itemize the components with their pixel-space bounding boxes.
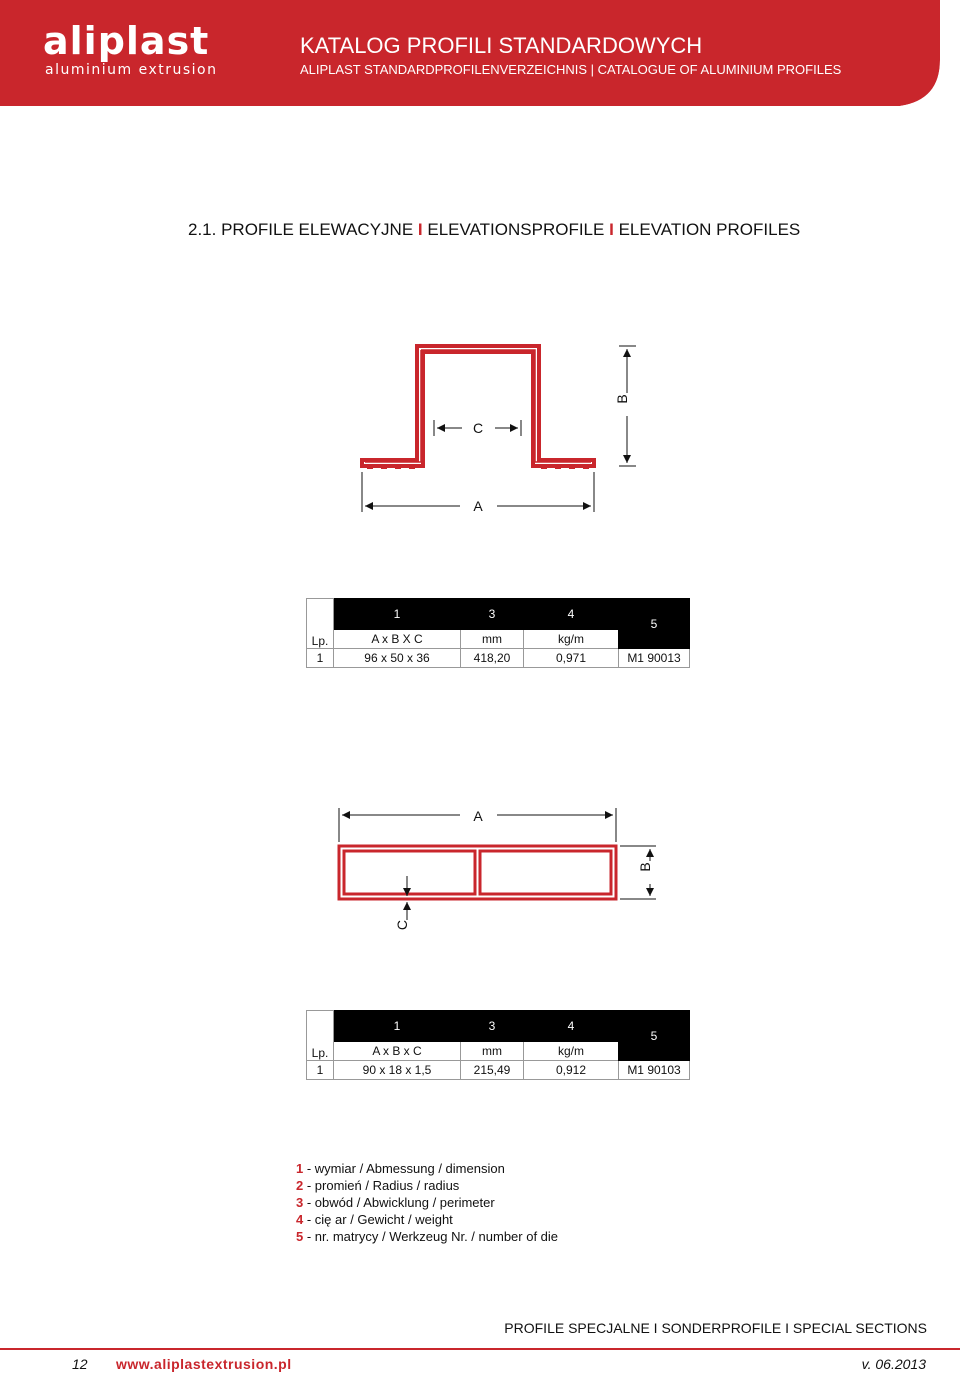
table-unit-dims: A x B x C [334, 1042, 461, 1061]
table-cell-die: M1 90103 [619, 1061, 690, 1080]
table-cell-perimeter: 418,20 [461, 649, 524, 668]
table-unit-dims: A x B X C [334, 630, 461, 649]
section-title-en: ELEVATION PROFILES [618, 220, 801, 239]
dimension-c-label: C [394, 919, 410, 931]
brand-logo-tagline: aluminium extrusion [45, 62, 218, 78]
table-header-5: 5 [619, 1011, 690, 1061]
double-box-profile-shape [339, 846, 616, 899]
footer-section-name: PROFILE SPECJALNE I SONDERPROFILE I SPECIAL SECTIONS [504, 1320, 927, 1336]
section-title-pl: 2.1. PROFILE ELEWACYJNE [188, 220, 414, 239]
legend-item: 3 - obwód / Abwicklung / perimeter [296, 1195, 495, 1210]
catalog-version: v. 06.2013 [861, 1356, 926, 1372]
table-header-4: 4 [524, 599, 619, 630]
dimension-b-label: B [614, 394, 630, 404]
dimension-a-label: A [473, 498, 483, 514]
table-header-4: 4 [524, 1011, 619, 1042]
title-separator: I [417, 220, 423, 239]
dimension-c-label: C [472, 420, 484, 436]
dimension-b-label: B [637, 862, 653, 872]
table-cell-lp: 1 [307, 1061, 334, 1080]
table-cell-lp: 1 [307, 649, 334, 668]
dimension-a-label: A [473, 808, 483, 824]
website-link[interactable]: www.aliplastextrusion.pl [116, 1356, 292, 1372]
table-cell-die: M1 90013 [619, 649, 690, 668]
legend-item: 1 - wymiar / Abmessung / dimension [296, 1161, 505, 1176]
legend-item: 2 - promień / Radius / radius [296, 1178, 460, 1193]
page-number: 12 [72, 1356, 88, 1372]
catalog-subtitle: ALIPLAST STANDARDPROFILENVERZEICHNIS | CATALOGUE OF ALUMINIUM PROFILES [300, 62, 842, 77]
legend-item: 5 - nr. matrycy / Werkzeug Nr. / number of die [296, 1229, 559, 1244]
table-cell-dims: 96 x 50 x 36 [334, 649, 461, 668]
table-unit-perimeter: mm [461, 630, 524, 649]
table-cell-perimeter: 215,49 [461, 1061, 524, 1080]
footer-divider [0, 1348, 960, 1350]
column-legend [296, 1160, 558, 1245]
table-row [307, 1061, 690, 1080]
section-title-de: ELEVATIONSPROFILE [427, 220, 605, 239]
table-header-5: 5 [619, 599, 690, 649]
table-header-1: 1 [334, 599, 461, 630]
table-unit-perimeter: mm [461, 1042, 524, 1061]
table-unit-weight: kg/m [524, 630, 619, 649]
table-header-lp: Lp. [307, 1011, 334, 1061]
title-separator: I [609, 220, 614, 239]
profile-2-spec-table [306, 1010, 690, 1080]
table-header-3: 3 [461, 599, 524, 630]
table-cell-weight: 0,912 [524, 1061, 619, 1080]
table-cell-weight: 0,971 [524, 649, 619, 668]
catalog-title: KATALOG PROFILI STANDARDOWYCH [300, 33, 703, 58]
table-cell-dims: 90 x 18 x 1,5 [334, 1061, 461, 1080]
table-header-1: 1 [334, 1011, 461, 1042]
legend-item: 4 - cię ar / Gewicht / weight [296, 1212, 453, 1227]
brand-logo: aliplast [43, 19, 210, 63]
table-header-3: 3 [461, 1011, 524, 1042]
table-header-lp: Lp. [307, 599, 334, 649]
table-unit-weight: kg/m [524, 1042, 619, 1061]
